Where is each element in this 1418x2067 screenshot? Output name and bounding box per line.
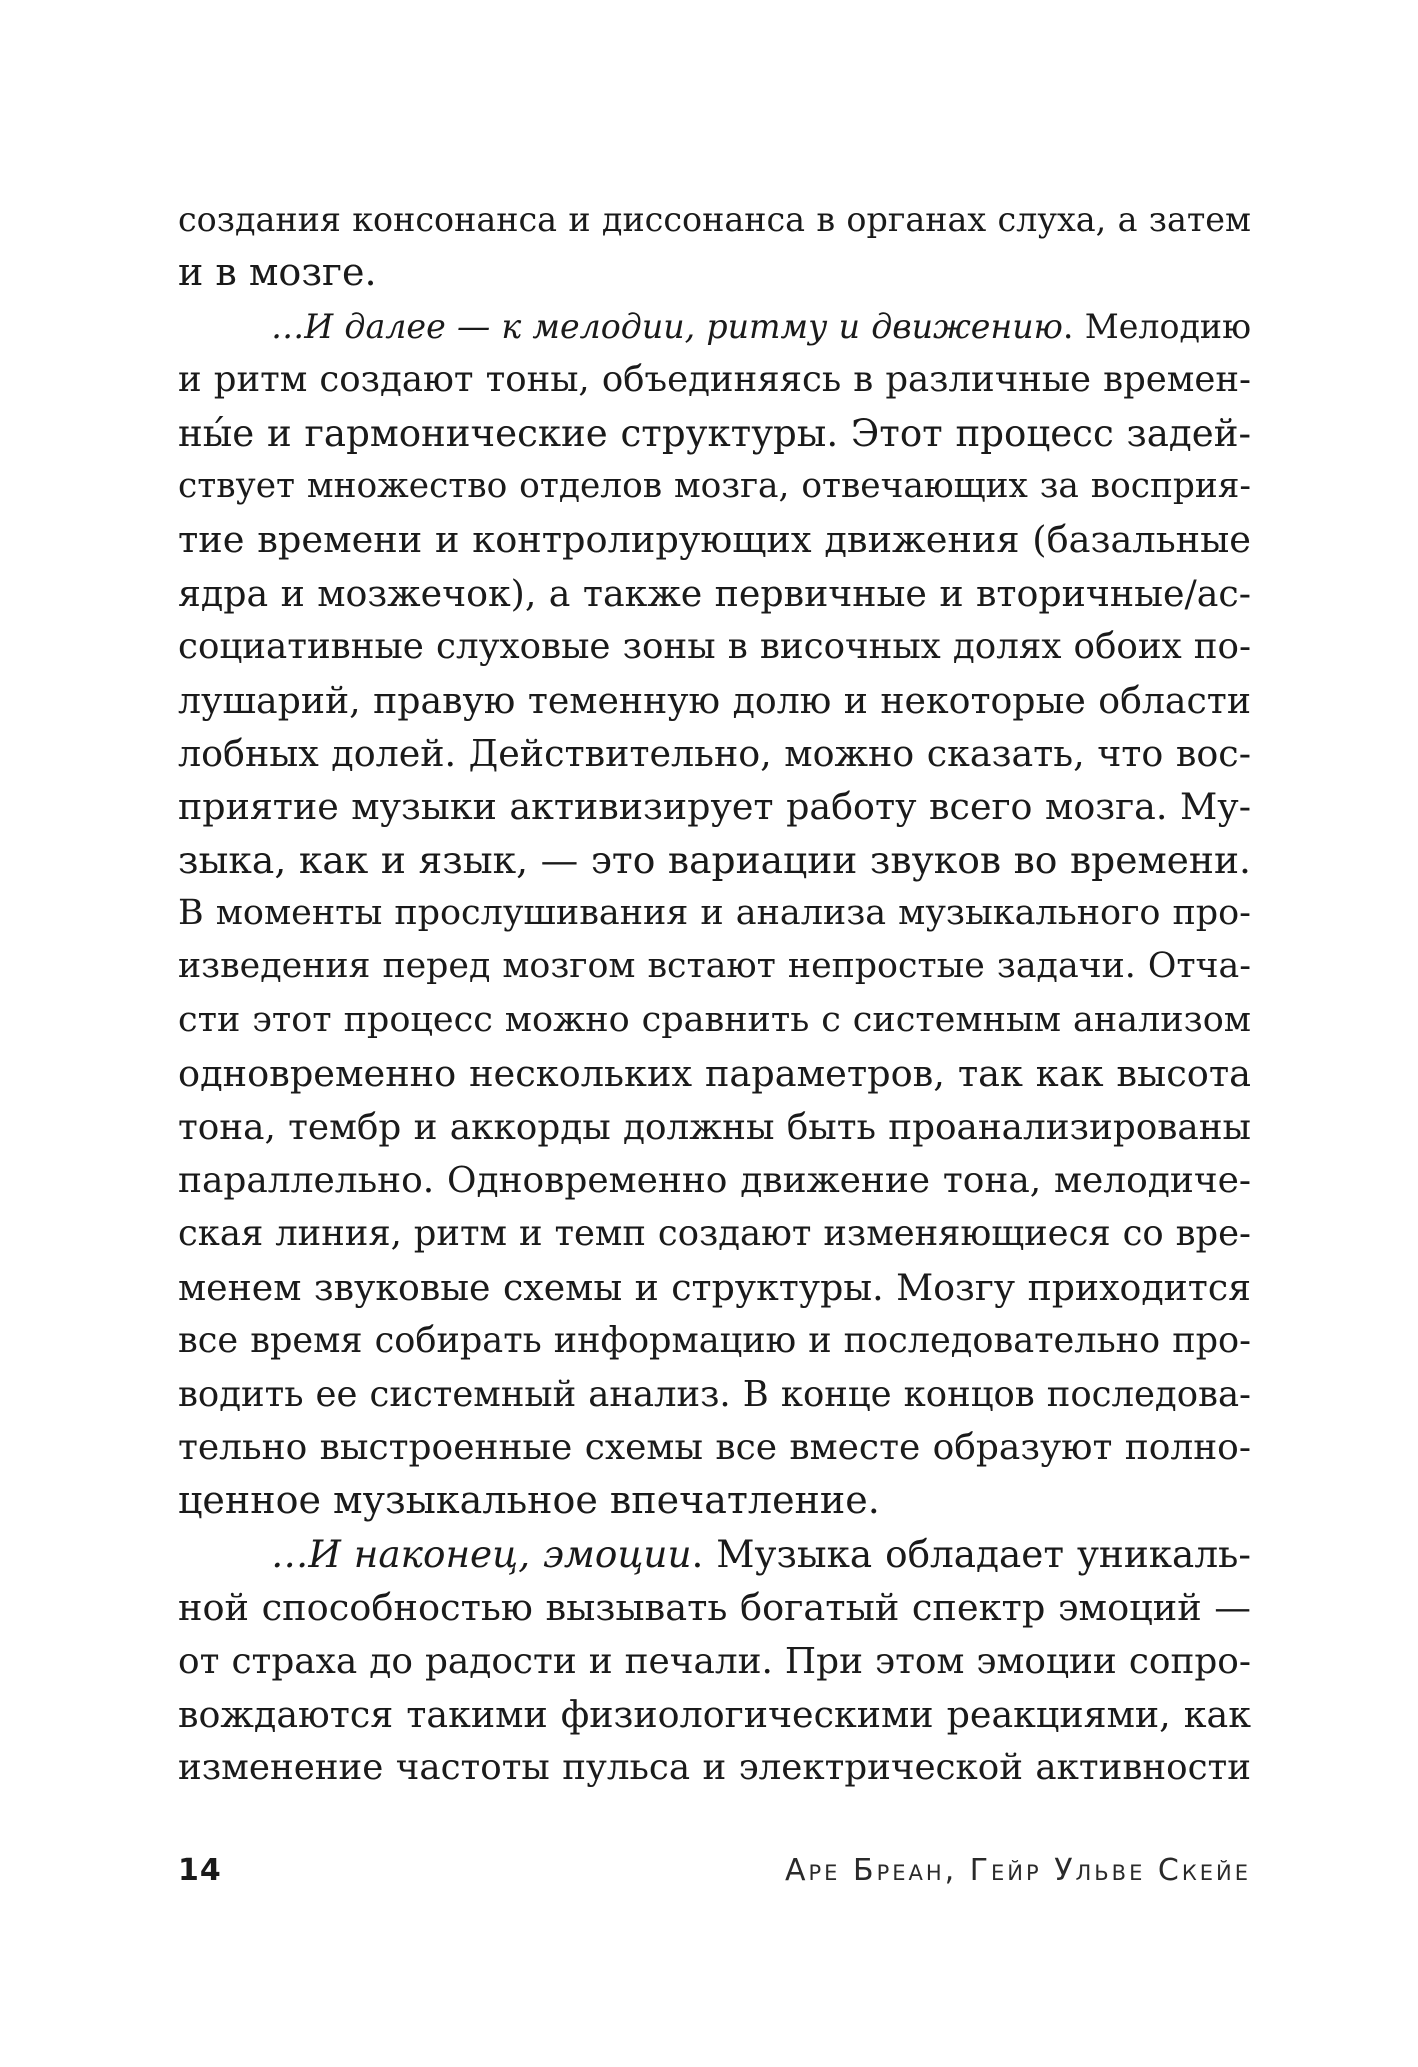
text-line: сти этот процесс можно сравнить с системным анализом	[178, 999, 1251, 1040]
text-line: все время собирать информацию и последовательно про-	[178, 1320, 1251, 1362]
text-line: и в мозге.	[178, 250, 377, 295]
text-line: лобных долей. Действительно, можно сказать, что вос-	[178, 731, 1251, 775]
text-line: создания консонанса и диссонанса в органах слуха, а затем	[178, 200, 1251, 239]
text-line: ядра и мозжечок), а также первичные и вторичные/ас-	[178, 571, 1251, 615]
text-line: приятие музыки активизирует работу всего мозга. Му-	[178, 785, 1251, 829]
text-line: ценное музыкальное впечатление.	[178, 1478, 880, 1523]
italic-lead-in: …И далее — к мелодии, ритму и движению	[271, 306, 1063, 346]
text-line: одновременно нескольких параметров, так как высота	[178, 1052, 1251, 1096]
text-line: тона, тембр и аккорды должны быть проанализированы	[178, 1106, 1251, 1148]
text-run: . Мелодию	[1062, 306, 1251, 346]
text-line: В моменты прослушивания и анализа музыкального про-	[178, 893, 1251, 934]
text-line: тие времени и контролирующих движения (базальные	[178, 518, 1251, 562]
text-run: . Музыка обладает уникаль-	[691, 1531, 1251, 1576]
text-line: изведения перед мозгом встают непростые задачи. Отча-	[178, 946, 1251, 987]
text-line: менем звуковые схемы и структуры. Мозгу приходится	[178, 1265, 1251, 1309]
text-line: и ритм создают тоны, объединяясь в различные времен-	[178, 359, 1251, 401]
paragraph-start-line	[178, 1528, 1251, 1581]
body-text	[178, 193, 1251, 1795]
text-line: социативные слуховые зоны в височных долях обоих по-	[178, 626, 1251, 668]
text-line: лушарий, правую теменную долю и некоторые области	[178, 678, 1251, 722]
page-footer	[178, 1853, 1251, 1903]
italic-lead-in: …И наконец, эмоции	[271, 1531, 692, 1576]
text-line: изменение частоты пульса и электрической активности	[178, 1747, 1251, 1789]
text-line: водить ее системный анализ. В конце концов последова-	[178, 1373, 1251, 1415]
paragraph-start-line	[178, 300, 1251, 353]
text-line: ствует множество отделов мозга, отвечающих за восприя-	[178, 465, 1251, 506]
page-number: 14	[178, 1853, 222, 1888]
text-line: ны́е и гармонические структуры. Этот процесс задей-	[178, 411, 1251, 455]
text-line: ская линия, ритм и темп создают изменяющиеся со вре-	[178, 1213, 1251, 1255]
text-line: вождаются такими физиологическими реакциями, как	[178, 1692, 1251, 1736]
text-line: параллельно. Одновременно движение тона, мелодиче-	[178, 1160, 1251, 1202]
text-line: от страха до радости и печали. При этом эмоции сопро-	[178, 1640, 1251, 1682]
text-line: тельно выстроенные схемы все вместе образуют полно-	[178, 1426, 1251, 1468]
text-line: ной способностью вызывать богатый спектр эмоций —	[178, 1586, 1251, 1630]
text-line: зыка, как и язык, — это вариации звуков во времени.	[178, 837, 1251, 882]
running-head-authors: Аре Бреан, Гейр Ульве Скейе	[785, 1853, 1251, 1888]
